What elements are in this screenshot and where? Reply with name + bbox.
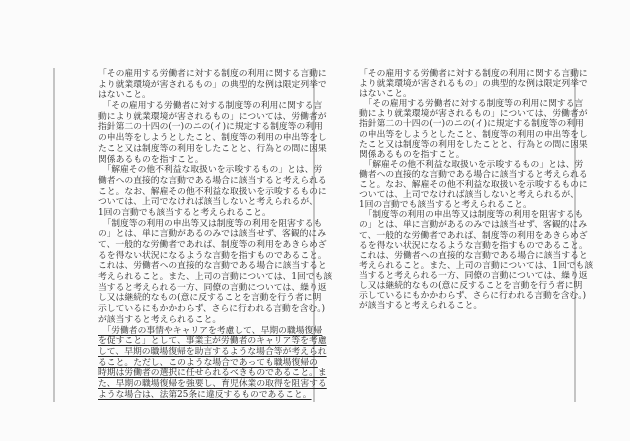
text-line [359,220,588,231]
text-line-content: 1回の言動でも該当すると考えられること。 [98,207,271,218]
text-line-content: て、一般的な労働者であれば、制度等の利用をあきらめざ [98,240,327,250]
text-line [359,89,575,99]
text-line [98,111,327,123]
text-line-content: が該当すると考えられること。 [98,314,222,325]
text-line-content: 時期は労働者の選択に任せられるべきものであること。ま [98,368,327,379]
paragraph [359,69,588,100]
text-line-content: ついては、上司でなければ該当しないと考えられるが、 [359,190,579,201]
text-line [98,208,314,219]
text-line-content: こと。なお、解雇その他不利益な取扱いを示唆するものに [359,180,588,191]
text-line [98,325,323,337]
text-line-content: 考えられること。また、上司の言動については、1回でも該 [98,272,333,283]
text-line-content: の申出等をしようとしたこと、制度等の利用の申出等をし [359,129,588,140]
text-line [98,165,323,176]
text-line [98,79,327,91]
text-line [359,250,588,261]
text-line-content: の申出等をしようとしたこと、制度等の利用の申出等をし [98,133,327,144]
text-line [359,99,584,110]
underlined-revision-paragraph [98,325,327,401]
text-line [359,159,584,170]
text-line [359,260,594,271]
text-line [98,143,327,155]
text-line-content: たこと又は制度等の利用をしたことと、行為との間に因果 [359,139,588,150]
text-line [359,190,579,201]
text-line-content: 働者への直接的な言動である場合に該当すると考えられる [359,169,588,180]
text-line [98,218,323,230]
text-line-content: 当すると考えられる一方、同僚の言動については、繰り返 [359,270,588,281]
paragraph [98,101,327,165]
text-line [359,210,584,221]
text-line [359,270,588,281]
text-line-content: こと。なお、解雇その他不利益な取扱いを示唆するものに [98,186,327,197]
text-line-content: 関係あるものを指すこと。 [98,154,204,165]
text-line [359,79,588,90]
text-line-content: ること。ただし、このような場合であっても職場復帰の [98,357,318,368]
text-line-content: より就業環境が害されるもの」の典型的な例は限定列挙で [98,79,327,90]
text-line [359,119,584,130]
text-line-content: 「その雇用する労働者に対する制度の利用に関する言動に [359,69,588,79]
text-line [98,186,327,198]
text-line [98,101,323,112]
text-line-content: 動により就業環境が害されるもの」については、労働者が [359,109,588,120]
text-line [359,200,575,210]
text-line [98,175,327,187]
text-line [98,197,318,208]
text-line [98,315,314,326]
text-line-content: 「その雇用する労働者に対する制度等の利用に関する言 [359,99,584,110]
text-line-content: 考えられること。また、上司の言動については、1回でも該 [359,260,594,271]
text-line [98,346,327,358]
text-line-content: ような場合は、法第25条に違反するものであること。 [98,389,312,400]
text-line-content: より就業環境が害されるもの」の典型的な例は限定列挙で [359,79,588,90]
text-line-content: るを得ない状況になるような言動を指すものであること。 [359,240,588,251]
text-line-content: 1回の言動でも該当すると考えられること。 [359,200,532,211]
text-line-content: が該当すると考えられること。 [359,301,483,312]
text-line [98,293,322,304]
text-line-content: 示しているにもかかわらず、さらに行われる言動を含む。) [359,291,587,302]
text-line-content: 関係あるものを指すこと。 [359,149,465,160]
text-line [359,240,588,251]
text-line-content: これは、労働者への直接的な言動である場合に該当すると [359,250,588,261]
text-line [359,280,583,291]
text-line [98,378,327,390]
text-line [98,390,314,401]
text-line-content: 働者への直接的な言動である場合に該当すると考えられる [98,175,327,186]
text-line [98,304,326,315]
text-line [359,150,575,160]
text-line [98,357,318,369]
text-line-content: 動により就業環境が害されるもの」については、労働者が [98,111,327,122]
text-line-content: るを得ない状況になるような言動を指すものであること。 [98,250,327,261]
text-line [98,155,314,166]
text-line [98,250,327,262]
text-line [98,336,327,347]
text-line [359,301,575,311]
paragraph [98,218,333,326]
text-line [98,368,327,379]
text-line-content: 指針第二の十四の(一)のニの(イ)に規定する制度等の利用 [359,119,584,130]
text-line [359,129,588,140]
paragraph [98,165,327,218]
text-line-content: 当すると考えられる一方、同僚の言動については、繰り返 [98,282,327,293]
paragraph [98,69,327,101]
text-line-content: 「制度等の利用の申出等又は制度等の利用を阻害するも [98,218,323,229]
text-line-content: 「労働者の事情やキャリアを考慮して、早期の職場復帰 [98,325,323,336]
text-line [98,122,323,133]
text-line-content: し又は継続的なもの(意に反することを言動を行う者に明 [98,293,322,304]
text-line [359,139,588,150]
text-line-content: たこと又は制度等の利用をしたことと、行為との間に因果 [98,143,327,154]
left-column-amended-text [98,69,333,400]
text-line-content: て、一般的な労働者であれば、制度等の利用をあきらめざ [359,230,588,241]
text-line-content: はないこと。 [98,90,151,101]
text-line [359,230,588,241]
text-line [98,272,333,283]
right-column-current-text [359,69,594,312]
text-line-content: 「解雇その他不利益な取扱いを示唆するもの」とは、労 [98,165,323,176]
text-line [98,133,327,144]
text-line [98,229,327,240]
text-line [359,180,588,191]
text-line-content: 指針第二の十四の(一)のニの(イ)に規定する制度等の利用 [98,122,323,133]
text-line [98,69,327,80]
text-line [359,69,588,79]
text-line-content: を促すこと」として、事業主が労働者のキャリア等を考慮 [98,336,327,347]
text-line-content: 「解雇その他不利益な取扱いを示唆するもの」とは、労 [359,159,584,170]
text-line [98,261,327,272]
text-line [98,90,314,101]
text-line-content: ついては、上司でなければ該当しないと考えられるが、 [98,197,318,208]
text-line-content: 示しているにもかかわらず、さらに行われる言動を含む。) [98,304,326,315]
text-line-content: 「制度等の利用の申出等又は制度等の利用を阻害するも [359,210,584,221]
text-line-content: し又は継続的なもの(意に反することを言動を行う者に明 [359,280,583,291]
paragraph [359,210,594,312]
paragraph [359,99,588,160]
text-line-content: の」とは、単に言動があるのみでは該当せず、客観的にみ [98,229,327,240]
text-line-content: た、早期の職場復帰を強要し、育児休業の取得を阻害する [98,378,327,389]
text-line [359,109,588,120]
text-line-content: これは、労働者への直接的な言動である場合に該当すると [98,261,327,272]
text-line-content: 「その雇用する労働者に対する制度の利用に関する言動に [98,69,327,79]
text-line-content: して、早期の職場復帰を助言するような場合等が考えられ [98,346,327,357]
text-line [359,169,588,180]
text-line-content: の」とは、単に言動があるのみでは該当せず、客観的にみ [359,220,588,231]
text-line [359,291,587,302]
paragraph [359,159,588,211]
text-line-content: 「その雇用する労働者に対する制度等の利用に関する言 [98,101,323,112]
left-margin-rule [53,68,55,402]
text-line [98,282,327,294]
text-line [98,240,327,251]
text-line-content: はないこと。 [359,89,412,100]
